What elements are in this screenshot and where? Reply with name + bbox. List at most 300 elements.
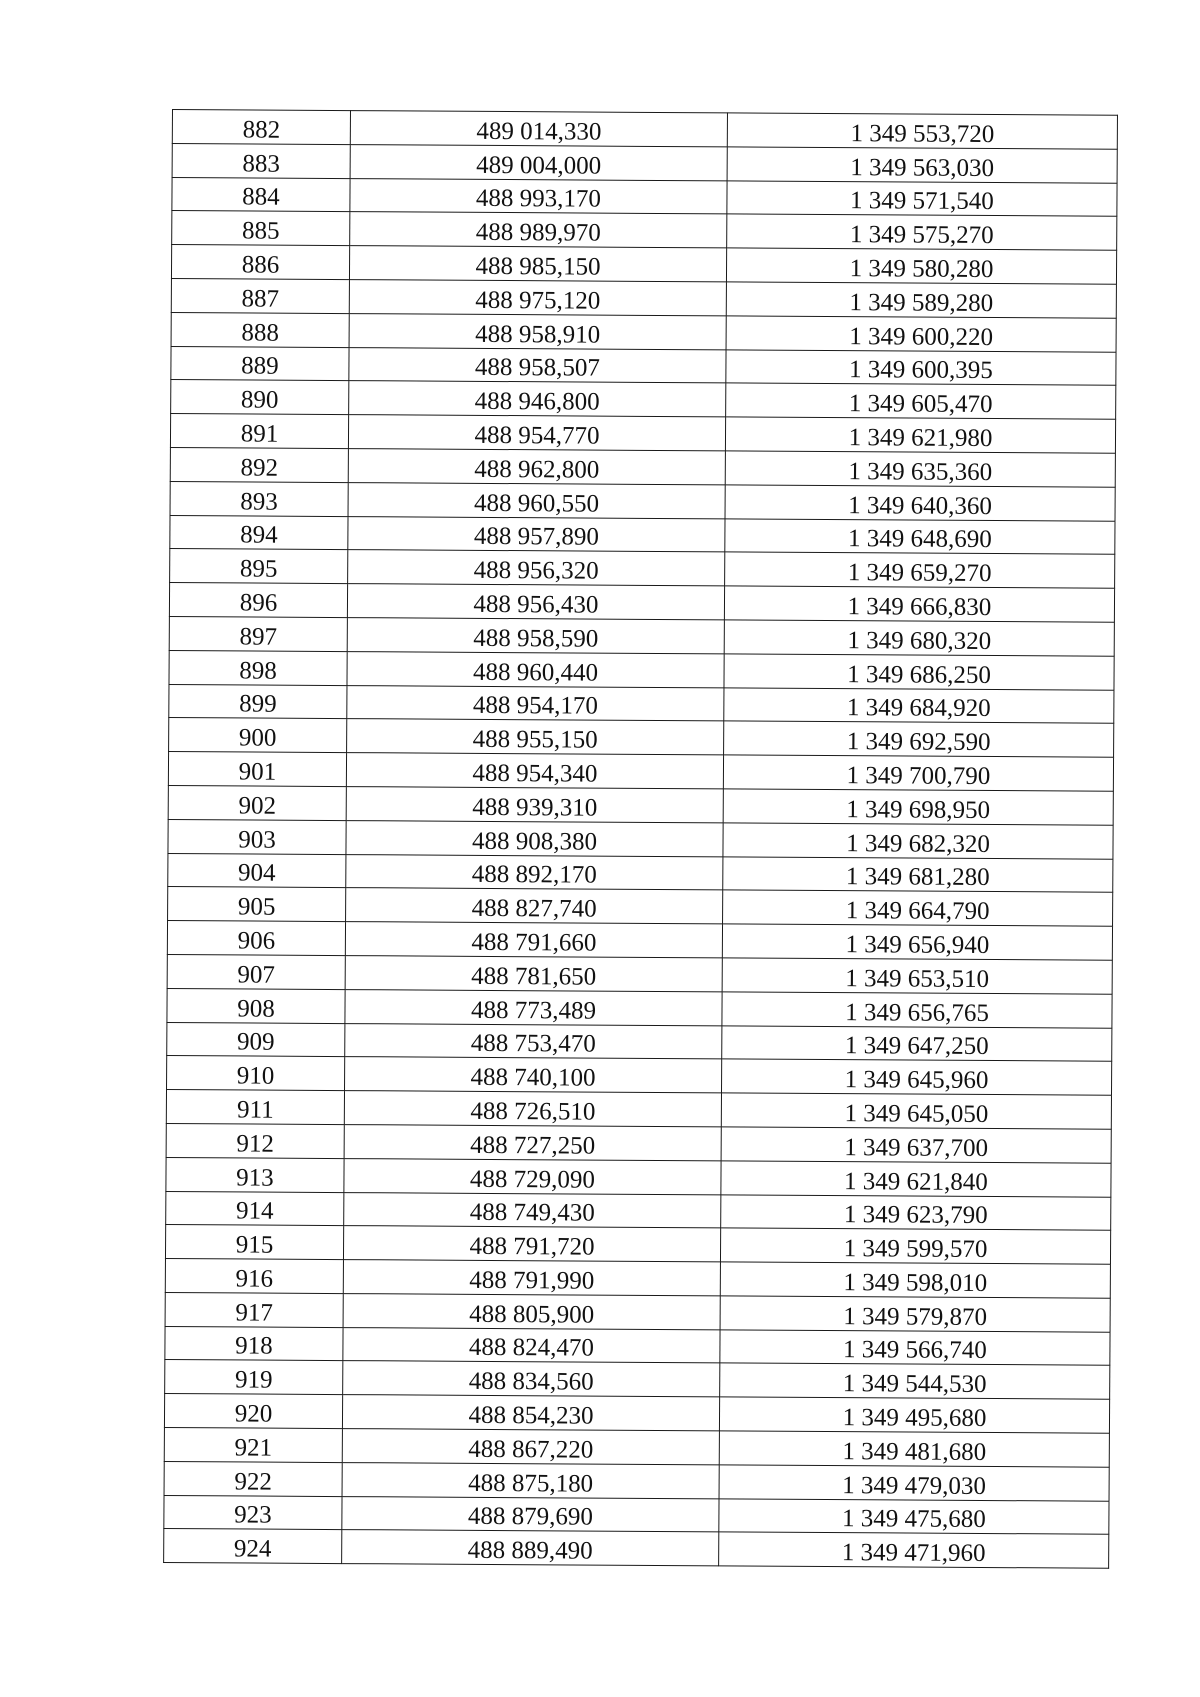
cell-text: 1 349 682,320 <box>846 829 990 858</box>
cell-text: 923 <box>234 1501 272 1530</box>
point-number-cell <box>171 312 349 347</box>
cell-text: 488 958,910 <box>475 320 601 349</box>
cell-text: 1 349 479,030 <box>842 1471 987 1500</box>
y-coordinate-cell <box>723 890 1113 926</box>
point-number-cell <box>164 1495 342 1530</box>
cell-text: 911 <box>237 1096 274 1124</box>
cell-text: 488 954,770 <box>474 421 600 450</box>
y-coordinate-cell <box>719 1431 1109 1467</box>
cell-text: 488 975,120 <box>475 286 601 315</box>
x-coordinate-cell <box>343 1361 720 1397</box>
cell-text: 488 958,590 <box>473 624 599 653</box>
cell-text: 1 349 600,220 <box>849 322 994 351</box>
cell-text: 1 349 656,765 <box>845 998 989 1027</box>
point-number-cell <box>166 1157 344 1192</box>
table-row <box>167 921 1112 961</box>
x-coordinate-cell <box>348 415 725 451</box>
y-coordinate-cell <box>727 214 1117 250</box>
x-coordinate-cell <box>345 989 722 1025</box>
y-coordinate-cell <box>725 417 1115 453</box>
cell-text: 488 960,550 <box>474 489 600 518</box>
y-coordinate-cell <box>725 451 1115 487</box>
y-coordinate-cell <box>719 1532 1109 1568</box>
cell-text: 488 889,490 <box>467 1537 593 1565</box>
cell-text: 1 349 640,360 <box>848 491 993 520</box>
cell-text: 904 <box>238 859 276 887</box>
point-number-cell <box>167 1056 345 1091</box>
cell-text: 910 <box>236 1062 275 1090</box>
x-coordinate-cell <box>349 280 726 316</box>
cell-text: 901 <box>238 758 277 786</box>
cell-text: 1 349 698,950 <box>846 795 991 824</box>
y-coordinate-cell <box>725 552 1115 588</box>
cell-text: 913 <box>236 1163 274 1192</box>
x-coordinate-cell <box>342 1462 719 1498</box>
y-coordinate-cell <box>722 1025 1112 1061</box>
cell-text: 893 <box>240 487 278 516</box>
cell-text: 895 <box>239 555 278 583</box>
y-coordinate-cell <box>727 180 1117 216</box>
x-coordinate-cell <box>345 1023 722 1059</box>
x-coordinate-cell <box>342 1395 719 1431</box>
cell-text: 1 349 681,280 <box>845 863 990 892</box>
cell-text: 488 993,170 <box>475 185 602 214</box>
cell-text: 1 349 635,360 <box>848 457 993 486</box>
table-row <box>168 853 1113 893</box>
y-coordinate-cell <box>727 147 1117 183</box>
table-row <box>167 1022 1112 1062</box>
x-coordinate-cell <box>347 651 724 687</box>
y-coordinate-cell <box>721 1194 1111 1230</box>
table-row <box>171 346 1116 386</box>
cell-text: 488 958,507 <box>474 354 601 382</box>
table-row <box>170 515 1115 555</box>
cell-text: 489 004,000 <box>476 151 602 180</box>
table-row <box>171 278 1116 318</box>
x-coordinate-cell <box>345 922 722 958</box>
x-coordinate-cell <box>349 381 726 417</box>
x-coordinate-cell <box>347 685 724 721</box>
x-coordinate-cell <box>348 516 725 552</box>
cell-text: 1 349 645,050 <box>844 1100 989 1128</box>
cell-text: 912 <box>236 1130 275 1158</box>
y-coordinate-cell <box>723 856 1113 892</box>
cell-text: 488 892,170 <box>471 861 597 889</box>
table-row <box>165 1292 1110 1332</box>
cell-text: 1 349 600,395 <box>848 356 993 385</box>
x-coordinate-cell <box>343 1226 720 1262</box>
y-coordinate-cell <box>726 349 1116 385</box>
cell-text: 488 879,690 <box>467 1503 593 1532</box>
y-coordinate-cell <box>721 1127 1111 1163</box>
cell-text: 921 <box>234 1434 273 1462</box>
cell-text: 488 805,900 <box>469 1300 595 1329</box>
point-number-cell <box>170 447 348 482</box>
table-row <box>171 245 1116 285</box>
cell-text: 488 740,100 <box>470 1063 596 1092</box>
point-number-cell <box>164 1394 342 1429</box>
table-row <box>170 481 1115 521</box>
y-coordinate-cell <box>725 485 1115 521</box>
table-row <box>166 1123 1111 1163</box>
point-number-cell <box>170 414 348 449</box>
y-coordinate-cell <box>721 1059 1111 1095</box>
cell-text: 886 <box>241 251 280 279</box>
cell-text: 884 <box>242 183 280 212</box>
y-coordinate-cell <box>727 113 1117 149</box>
table-row <box>169 684 1114 724</box>
y-coordinate-cell <box>724 586 1114 622</box>
cell-text: 488 954,340 <box>472 759 598 788</box>
table-row <box>171 380 1116 420</box>
x-coordinate-cell <box>348 550 725 586</box>
cell-text: 917 <box>235 1299 273 1327</box>
cell-text: 488 946,800 <box>474 388 600 416</box>
x-coordinate-cell <box>343 1327 720 1363</box>
cell-text: 488 957,890 <box>473 523 599 551</box>
table-row <box>164 1428 1109 1468</box>
cell-text: 488 962,800 <box>474 455 600 484</box>
point-number-cell <box>169 616 347 651</box>
y-coordinate-cell <box>723 755 1113 791</box>
cell-text: 488 791,720 <box>469 1232 595 1261</box>
table-row <box>172 211 1117 251</box>
cell-text: 1 349 680,320 <box>847 626 992 655</box>
cell-text: 1 349 686,250 <box>847 660 992 689</box>
point-number-cell <box>171 346 349 381</box>
cell-text: 898 <box>239 656 277 685</box>
cell-text: 1 349 692,590 <box>846 728 991 757</box>
point-number-cell <box>172 177 350 212</box>
cell-text: 1 349 653,510 <box>845 964 990 993</box>
y-coordinate-cell <box>724 620 1114 656</box>
cell-text: 488 956,430 <box>473 590 599 619</box>
cell-text: 1 349 553,720 <box>850 119 995 148</box>
x-coordinate-cell <box>346 753 723 789</box>
x-coordinate-cell <box>344 1091 721 1127</box>
table-row <box>164 1394 1109 1434</box>
table-row <box>169 583 1114 623</box>
x-coordinate-cell <box>350 178 727 214</box>
cell-text: 908 <box>237 994 275 1023</box>
table-row <box>166 1090 1111 1130</box>
cell-text: 902 <box>238 792 277 820</box>
y-coordinate-cell <box>723 823 1113 859</box>
cell-text: 488 939,310 <box>472 793 598 822</box>
cell-text: 909 <box>236 1028 275 1056</box>
cell-text: 488 956,320 <box>473 557 599 585</box>
cell-text: 488 854,230 <box>468 1401 594 1430</box>
cell-text: 488 791,990 <box>469 1266 595 1295</box>
cell-text: 920 <box>234 1400 273 1428</box>
x-coordinate-cell <box>349 347 726 383</box>
x-coordinate-cell <box>344 1158 721 1194</box>
y-coordinate-cell <box>719 1465 1109 1501</box>
cell-text: 885 <box>241 217 280 245</box>
cell-text: 1 349 579,870 <box>843 1302 988 1331</box>
point-number-cell <box>169 583 347 618</box>
point-number-cell <box>165 1259 343 1294</box>
cell-text: 488 824,470 <box>468 1334 595 1363</box>
x-coordinate-cell <box>344 1192 721 1228</box>
table-row <box>165 1360 1110 1400</box>
y-coordinate-cell <box>724 721 1114 757</box>
table-row <box>164 1529 1109 1569</box>
y-coordinate-cell <box>720 1262 1110 1298</box>
cell-text: 488 989,970 <box>475 219 601 247</box>
cell-text: 488 727,250 <box>470 1131 596 1160</box>
cell-text: 489 014,330 <box>476 117 602 146</box>
cell-text: 1 349 647,250 <box>844 1032 989 1061</box>
cell-text: 1 349 684,920 <box>846 694 991 723</box>
cell-text: 882 <box>242 116 281 144</box>
x-coordinate-cell <box>346 787 723 823</box>
point-number-cell <box>165 1292 343 1327</box>
y-coordinate-cell <box>726 383 1116 419</box>
cell-text: 922 <box>234 1468 272 1496</box>
x-coordinate-cell <box>350 144 727 180</box>
x-coordinate-cell <box>346 888 723 924</box>
cell-text: 488 791,660 <box>471 928 597 957</box>
cell-text: 488 908,380 <box>471 827 598 856</box>
cell-text: 1 349 481,680 <box>842 1437 987 1466</box>
point-number-cell <box>170 481 348 516</box>
table-row <box>168 785 1113 825</box>
table-row <box>165 1326 1110 1366</box>
x-coordinate-cell <box>349 313 726 349</box>
point-number-cell <box>171 380 349 415</box>
cell-text: 1 349 623,790 <box>843 1201 988 1230</box>
cell-text: 924 <box>233 1535 272 1563</box>
point-number-cell <box>170 515 348 550</box>
x-coordinate-cell <box>344 1124 721 1160</box>
x-coordinate-cell <box>342 1530 719 1566</box>
cell-text: 907 <box>237 961 276 989</box>
cell-text: 488 875,180 <box>468 1469 594 1498</box>
y-coordinate-cell <box>720 1363 1110 1399</box>
cell-text: 488 753,470 <box>470 1030 596 1058</box>
x-coordinate-cell <box>347 719 724 755</box>
cell-text: 890 <box>240 386 279 414</box>
cell-text: 1 349 598,010 <box>843 1269 988 1297</box>
y-coordinate-cell <box>723 789 1113 825</box>
table-row <box>166 1191 1111 1231</box>
cell-text: 488 960,440 <box>472 658 599 687</box>
point-number-cell <box>168 785 346 820</box>
cell-text: 899 <box>239 690 277 718</box>
point-number-cell <box>164 1428 342 1463</box>
cell-text: 488 781,650 <box>471 962 597 991</box>
table-row <box>171 312 1116 352</box>
point-number-cell <box>168 853 346 888</box>
x-coordinate-cell <box>345 955 722 991</box>
y-coordinate-cell <box>722 958 1112 994</box>
cell-text: 488 726,510 <box>470 1097 596 1126</box>
y-coordinate-cell <box>722 924 1112 960</box>
cell-text: 488 773,489 <box>470 996 597 1025</box>
point-number-cell <box>165 1326 343 1361</box>
table-row <box>172 143 1117 183</box>
point-number-cell <box>167 921 345 956</box>
point-number-cell <box>169 684 347 719</box>
cell-text: 1 349 621,980 <box>848 424 993 452</box>
cell-text: 892 <box>240 454 279 482</box>
cell-text: 1 349 575,270 <box>849 221 994 250</box>
x-coordinate-cell <box>346 854 723 890</box>
point-number-cell <box>167 988 345 1023</box>
point-number-cell <box>168 887 346 922</box>
x-coordinate-cell <box>348 449 725 485</box>
table-row <box>168 752 1113 792</box>
cell-text: 488 749,430 <box>469 1199 595 1227</box>
table-row <box>169 650 1114 690</box>
y-coordinate-cell <box>720 1228 1110 1264</box>
table-row <box>170 549 1115 589</box>
point-number-cell <box>166 1191 344 1226</box>
cell-text: 1 349 664,790 <box>845 897 990 926</box>
x-coordinate-cell <box>346 820 723 856</box>
y-coordinate-cell <box>720 1296 1110 1332</box>
y-coordinate-cell <box>725 518 1115 554</box>
cell-text: 1 349 648,690 <box>847 525 992 554</box>
cell-text: 1 349 589,280 <box>849 288 994 317</box>
cell-text: 1 349 580,280 <box>849 255 994 284</box>
point-number-cell <box>171 245 349 280</box>
table-row <box>164 1495 1109 1535</box>
table-row <box>164 1461 1109 1501</box>
x-coordinate-cell <box>343 1260 720 1296</box>
point-number-cell <box>164 1529 342 1564</box>
cell-text: 915 <box>235 1231 274 1259</box>
table-row <box>170 447 1115 487</box>
cell-text: 1 349 563,030 <box>850 153 995 182</box>
cell-text: 488 827,740 <box>471 894 597 923</box>
cell-text: 488 955,150 <box>472 725 598 754</box>
point-number-cell <box>164 1461 342 1496</box>
point-number-cell <box>165 1360 343 1395</box>
x-coordinate-cell <box>343 1293 720 1329</box>
cell-text: 891 <box>240 420 279 448</box>
x-coordinate-cell <box>348 482 725 518</box>
cell-text: 914 <box>235 1197 274 1225</box>
y-coordinate-cell <box>726 248 1116 284</box>
cell-text: 1 349 544,530 <box>842 1370 987 1399</box>
cell-text: 1 349 637,700 <box>844 1133 989 1162</box>
cell-text: 488 867,220 <box>468 1435 594 1464</box>
y-coordinate-cell <box>721 1161 1111 1197</box>
cell-text: 1 349 471,960 <box>841 1539 986 1568</box>
x-coordinate-cell <box>349 246 726 282</box>
cell-text: 1 349 666,830 <box>847 593 992 621</box>
table-row <box>167 988 1112 1028</box>
point-number-cell <box>165 1225 343 1260</box>
cell-text: 488 985,150 <box>475 252 601 281</box>
coordinates-table-body <box>164 110 1118 1569</box>
cell-text: 488 729,090 <box>469 1165 596 1194</box>
table-row <box>167 1056 1112 1096</box>
cell-text: 1 349 656,940 <box>845 931 990 959</box>
cell-text: 1 349 475,680 <box>841 1505 986 1534</box>
cell-text: 889 <box>241 352 279 381</box>
table-row <box>170 414 1115 454</box>
cell-text: 1 349 495,680 <box>842 1404 987 1433</box>
x-coordinate-cell <box>342 1429 719 1465</box>
point-number-cell <box>172 110 350 145</box>
table-row <box>165 1225 1110 1265</box>
y-coordinate-cell <box>719 1397 1109 1433</box>
point-number-cell <box>168 752 346 787</box>
point-number-cell <box>168 819 346 854</box>
cell-text: 900 <box>238 724 277 752</box>
cell-text: 1 349 566,740 <box>842 1336 987 1365</box>
table-row <box>167 954 1112 994</box>
point-number-cell <box>166 1123 344 1158</box>
point-number-cell <box>169 650 347 685</box>
point-number-cell <box>167 1022 345 1057</box>
table-row <box>169 718 1114 758</box>
cell-text: 1 349 599,570 <box>843 1235 988 1264</box>
cell-text: 1 349 571,540 <box>849 187 994 216</box>
x-coordinate-cell <box>347 584 724 620</box>
table-row <box>165 1259 1110 1299</box>
table-row <box>172 177 1117 217</box>
y-coordinate-cell <box>721 1093 1111 1129</box>
point-number-cell <box>171 278 349 313</box>
table-row <box>172 110 1117 150</box>
y-coordinate-cell <box>722 992 1112 1028</box>
cell-text: 1 349 621,840 <box>844 1167 988 1196</box>
y-coordinate-cell <box>726 282 1116 318</box>
x-coordinate-cell <box>350 212 727 248</box>
point-number-cell <box>169 718 347 753</box>
cell-text: 918 <box>235 1332 273 1361</box>
cell-text: 888 <box>241 319 279 347</box>
x-coordinate-cell <box>350 111 727 147</box>
x-coordinate-cell <box>342 1496 719 1532</box>
y-coordinate-cell <box>724 654 1114 690</box>
y-coordinate-cell <box>724 687 1114 723</box>
y-coordinate-cell <box>719 1499 1109 1535</box>
cell-text: 916 <box>235 1265 274 1293</box>
cell-text: 1 349 659,270 <box>847 559 992 588</box>
cell-text: 906 <box>237 927 276 955</box>
cell-text: 488 834,560 <box>468 1368 594 1396</box>
cell-text: 887 <box>241 285 280 313</box>
y-coordinate-cell <box>720 1330 1110 1366</box>
x-coordinate-cell <box>345 1057 722 1093</box>
cell-text: 919 <box>234 1366 273 1394</box>
cell-text: 1 349 700,790 <box>846 762 991 790</box>
cell-text: 488 954,170 <box>472 692 598 720</box>
point-number-cell <box>167 954 345 989</box>
y-coordinate-cell <box>726 316 1116 352</box>
cell-text: 1 349 645,960 <box>844 1066 989 1095</box>
cell-text: 883 <box>242 150 280 178</box>
cell-text: 1 349 605,470 <box>848 390 993 419</box>
table-row <box>168 887 1113 927</box>
point-number-cell <box>170 549 348 584</box>
point-number-cell <box>166 1090 344 1125</box>
x-coordinate-cell <box>347 618 724 654</box>
point-number-cell <box>172 211 350 246</box>
coordinates-table <box>163 109 1118 1569</box>
table-row <box>169 616 1114 656</box>
table-row <box>166 1157 1111 1197</box>
point-number-cell <box>172 143 350 178</box>
cell-text: 905 <box>237 893 276 921</box>
cell-text: 896 <box>239 589 278 617</box>
table-row <box>168 819 1113 859</box>
